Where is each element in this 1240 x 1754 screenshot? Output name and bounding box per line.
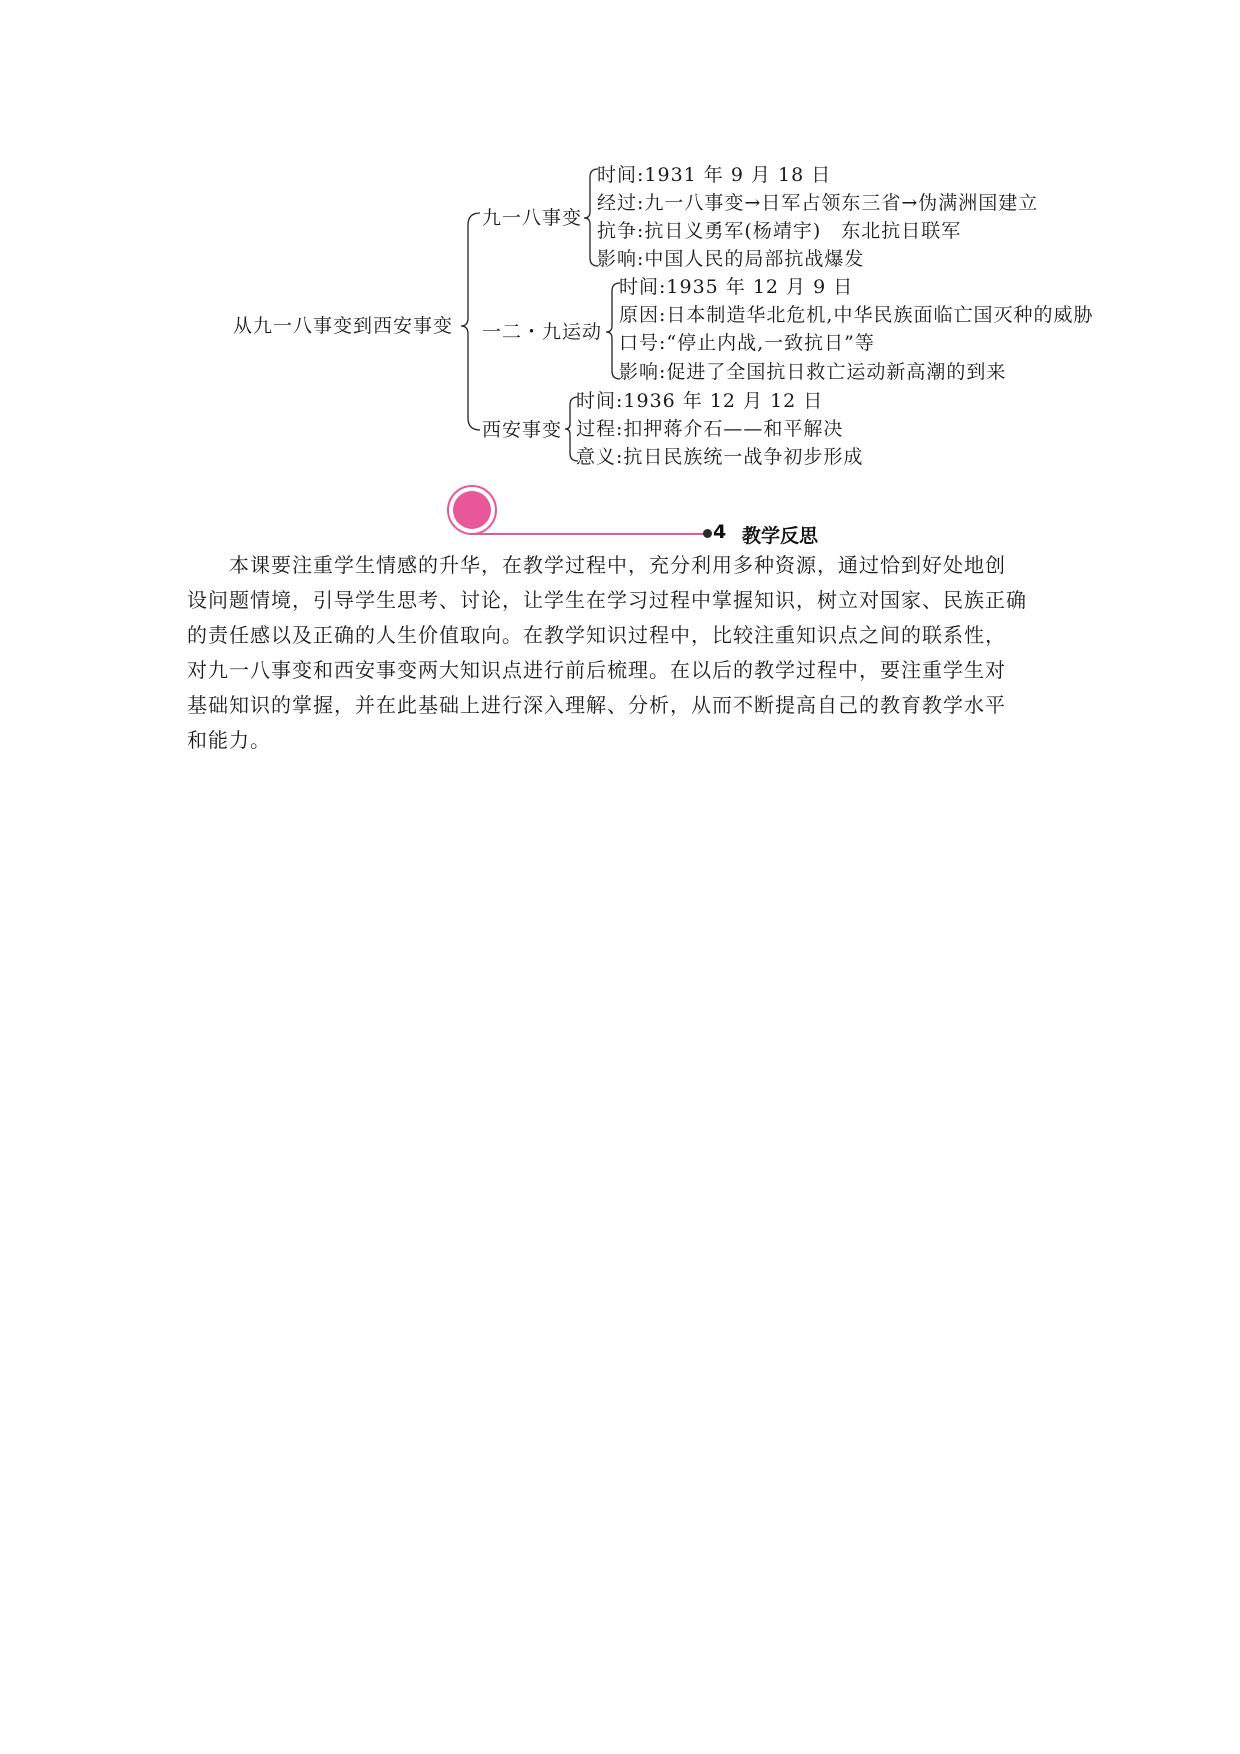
branch-item: 抗争:抗日义勇军(杨靖宇) 东北抗日联军 (597, 220, 962, 242)
paragraph-line: 基础知识的掌握，并在此基础上进行深入理解、分析，从而不断提高自己的教育教学水平 (187, 693, 1006, 717)
section-title: 教学反思 (742, 525, 819, 547)
heading-rule (472, 533, 708, 535)
heading-dot-icon (703, 529, 712, 538)
paragraph-line: 对九一八事变和西安事变两大知识点进行前后梳理。在以后的教学过程中，要注重学生对 (187, 658, 1006, 682)
paragraph-line: 和能力。 (187, 728, 271, 752)
branch-item: 过程:扣押蒋介石——和平解决 (576, 418, 844, 440)
section-number: 4 (713, 521, 727, 543)
branch-title-yierjiu: 一二・九运动 (482, 321, 603, 343)
branch-title-xian: 西安事变 (482, 419, 563, 441)
reflection-paragraph (187, 548, 1047, 758)
paragraph-line: 设问题情境，引导学生思考、讨论，让学生在学习过程中掌握知识，树立对国家、民族正确 (187, 588, 1027, 612)
heading-circle-icon (453, 491, 491, 529)
branch-item: 时间:1931 年 9 月 18 日 (597, 164, 832, 186)
branch-item: 时间:1935 年 12 月 9 日 (619, 276, 854, 298)
branch-item: 口号:“停止内战,一致抗日”等 (619, 332, 875, 354)
branch-item: 影响:中国人民的局部抗战爆发 (597, 248, 865, 270)
paragraph-line: 本课要注重学生情感的升华，在教学过程中，充分利用多种资源，通过恰到好处地创 (229, 553, 1006, 577)
mindmap-root: 从九一八事变到西安事变 (233, 315, 454, 337)
branch-title-jiuyiba: 九一八事变 (482, 207, 583, 229)
branch-item: 时间:1936 年 12 月 12 日 (576, 390, 824, 412)
branch-item: 影响:促进了全国抗日救亡运动新高潮的到来 (619, 361, 1007, 383)
branch-item: 意义:抗日民族统一战争初步形成 (576, 446, 864, 468)
branch-item: 原因:日本制造华北危机,中华民族面临亡国灭种的威胁 (619, 304, 1094, 326)
paragraph-line: 的责任感以及正确的人生价值取向。在教学知识过程中，比较注重知识点之间的联系性， (187, 623, 1006, 647)
branch-item: 经过:九一八事变→日军占领东三省→伪满洲国建立 (597, 192, 1039, 214)
